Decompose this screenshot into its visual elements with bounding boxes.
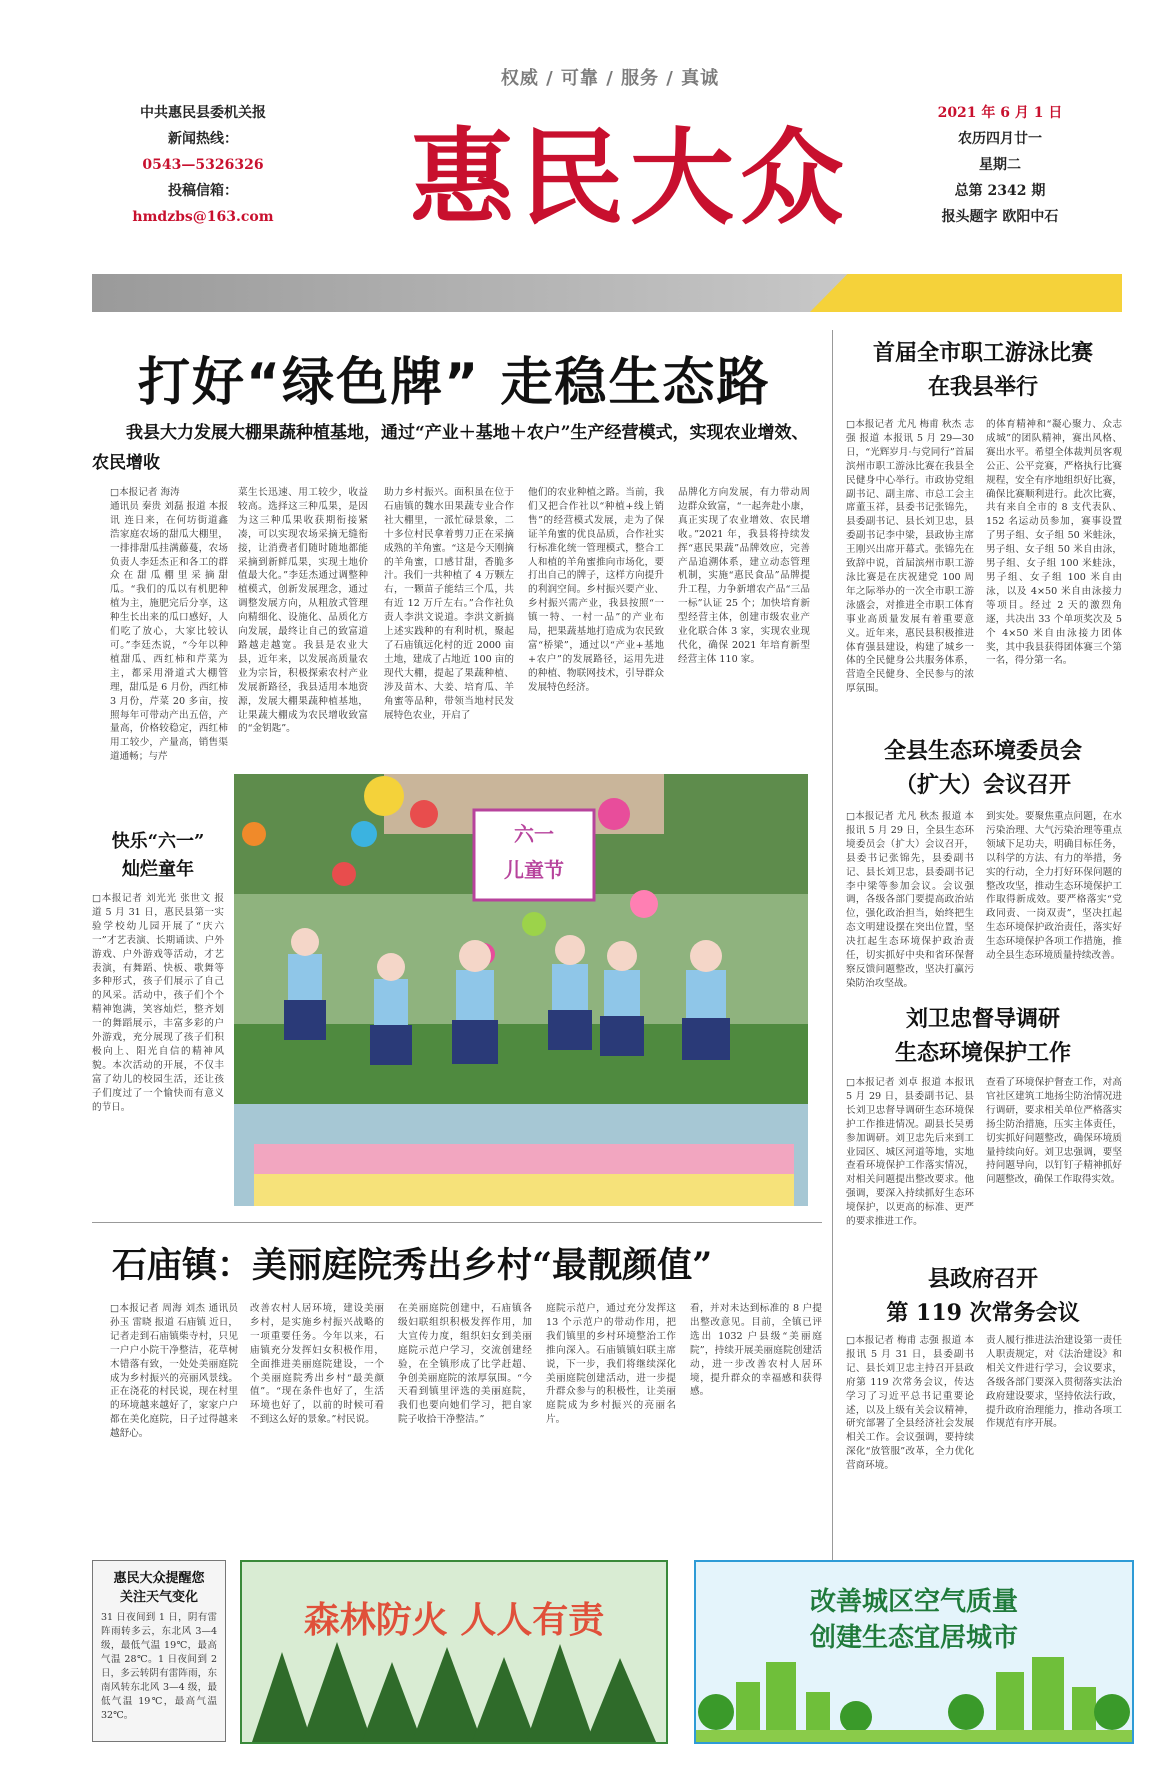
kids-text: □本报记者 刘光光 张世文 报道 5 月 31 日，惠民县第一实验学校幼儿园开展了“庆六一”才艺表演、长期诵读、户外游戏、户外游戏等活动，才艺表演，有舞蹈、快板、歌舞等多种形式，孩子们展示了自己的风采。活动中，孩子们个个精神饱满，笑容灿烂，整齐划一的舞蹈展示，丰富多彩的户外游戏，充分展现了孩子们积极向上、阳光自信的精神风貌。本次活动的开展，不仅丰富了幼儿的校园生活，还让孩子们度过了一个愉快而有意义的节日。 <box>92 893 224 1113</box>
eco-column-2: 到实处。要聚焦重点问题，在水污染治理、大气污染治理等重点领域下足功夫，明确目标任务，以科学的方法、有力的举措，务实的行动，全力打好环保问题的整改攻坚，推动生态环境保护工作取得新成效。要严格落实“党政同责、一岗双责”，坚决扛起生态环境保护政治责任，落实好生态环境保护各项工作措施，推动全县生态环境质量持续改善。 <box>986 811 1122 962</box>
lead-column-3: 助力乡村振兴。面积虽在位于石庙镇的魏水田果蔬专业合作社大棚里，一派忙碌景象，二十多位村民拿着剪刀正在采摘成熟的羊角蜜。“这是今天刚摘的羊角蜜，口感甘甜，香脆多汁。我们一共种植了 4 万颗左右，一颗苗子能结三个瓜，共有近 12 万斤左右。”合作社负责人李洪文说道。李洪文新搞上述实践种的有利时机，聚起了石庙镇远化村的近 2000 亩土地，建成了占地近 100 亩的现代大棚，提起了果蔬种植、涉及苗木、大姜、培育瓜、羊角蜜等品种，带领当地村民发展特色农业，开启了 <box>384 487 514 721</box>
section-divider <box>92 1222 822 1223</box>
weather-box <box>92 1560 226 1742</box>
lunar-date: 农历四月廿一 <box>958 131 1042 147</box>
column-divider <box>832 330 833 1730</box>
air-ad-line1: 改善城区空气质量 <box>809 1587 1018 1617</box>
lead-column-2: 菜生长迅速、用工较少，收益较高。选择这三种瓜果，是因为这三种瓜果收获期衔接紧凑，可以实现农场采摘无缝衔接，让消费者们随时随地都能采摘到新鲜瓜果，实现土地价值最大化。”李廷杰通过调整种植模式，创新发展理念，通过调整发展方向，从粗放式管理向精细化、设施化、品质化方向发展，最终让自己的致富道路越走越宽。我县是农业大县，近年来，以发展高质量农业为宗旨，积极探索农村产业发展新路径，我县适用本地资源，发展大棚果蔬种植基地，让果蔬大棚成为农民增收致富的“金钥匙”。 <box>238 487 368 735</box>
swim-headline <box>848 336 1118 404</box>
eco-title-line2: （扩大）会议召开 <box>894 772 1071 798</box>
newspaper-logo: 惠民大众 <box>410 116 851 239</box>
lead-column-1 <box>110 486 228 763</box>
swim-title-line2: 在我县举行 <box>927 374 1038 400</box>
shimiao-column-4: 庭院示范户，通过充分发挥这 13 个示范户的带动作用，把我们镇里的乡村环境整治工作推向深入。石庙镇镇妇联主席说，下一步，我们将继续深化美丽庭院创建活动，进一步提升群众参与的积极性，让美丽庭院成为乡村振兴的亮丽名片。 <box>546 1303 676 1426</box>
swim-title-line1: 首届全市职工游泳比赛 <box>872 340 1093 366</box>
title-calligrapher: 报头题字 欧阳中石 <box>941 209 1059 225</box>
masthead-right-info <box>900 100 1100 230</box>
lead-subtitle: 我县大力发展大棚果蔬种植基地，通过“产业＋基地＋农户”生产经营模式，实现农业增效、农民增收 <box>92 423 809 473</box>
weather-title-line2: 关注天气变化 <box>119 1590 198 1605</box>
issue-number: 总第 2342 期 <box>954 183 1046 199</box>
mail-label: 投稿信箱： <box>168 183 238 199</box>
hotline-label: 新闻热线： <box>168 131 238 147</box>
eco-column-1: □本报记者 尤凡 秋杰 报道 本报讯 5 月 29 日，全县生态环境委员会（扩大）会议召开，县委书记张锦先，县委副书记、县长刘卫忠，县委副书记李中梁等参加会议。会议强调，各级各部门要提高政治站位，强化政治担当，始终把生态文明建设摆在突出位置，坚决扛起生态环境保护政治责任，切实抓好中央和省环保督察反馈问题整改，坚决打赢污染防治攻坚战。 <box>846 811 974 989</box>
lead-headline: 打好“绿色牌” 走稳生态路 <box>138 353 771 413</box>
masthead-slogan: 权威 / 可靠 / 服务 / 真诚 <box>500 68 720 89</box>
weekday: 星期二 <box>979 157 1021 173</box>
lead-col1-text: 通讯员 秦贵 刘磊 报道 本报讯 连日来，在何坊街道鑫浩家庭农场的甜瓜大棚里，一排排甜瓜挂满藤蔓，农场负责人李廷杰正和各工的群众在甜瓜棚里采摘甜瓜。“我们的瓜以有机肥种植为主，施肥完后分享，这种生长出来的瓜口感好，人们吃了放心，大家比较认可。”李廷杰说，“今年以种植甜瓜、西红柿和芹菜为主，都采用滑道式大棚管理，甜瓜是 6 月份，西红柿 3 月份，芹菜 20 多亩，按照每年可带动产出五倍，产量高，价格较稳定，西红柿用工较少，产量高，销售渠道通畅；与芹 <box>110 500 228 763</box>
lead-byline: □本报记者 海涛 <box>110 487 180 498</box>
photo-banner-line1: 六一 <box>514 822 554 846</box>
children-day-photo <box>234 774 808 1206</box>
eco-headline <box>848 734 1118 802</box>
lead-column-5: 品牌化方向发展，有力带动周边群众致富，“一起奔赴小康，真正实现了农业增效、农民增收。”2021 年，我县将持续发挥“惠民果蔬”品牌效应，完善产品追溯体系，建立动态管理机制，实施“惠民食品”品牌提升工程，力争新增农产品“三品一标”认证 25 个；加快培育新型经营主体，创建市级农业产业化联合体 3 家，实现农业现代化，确保 2021 年培育新型经营主体 110 家。 <box>678 487 810 665</box>
liu-title-line2: 生态环境保护工作 <box>894 1040 1071 1066</box>
kids-title-line1: 快乐“六一” <box>111 831 205 852</box>
air-quality-ad <box>694 1560 1134 1744</box>
issue-date: 2021 年 6 月 1 日 <box>937 105 1063 121</box>
liu-title-line1: 刘卫忠督导调研 <box>905 1006 1060 1032</box>
liu-headline <box>848 1002 1118 1070</box>
forest-illustration <box>242 1562 666 1742</box>
weather-text: 31 日夜间到 1 日，阴有雷阵雨转多云，东北风 3—4 级，最低气温 19℃，最高气温 28℃。1 日夜间到 2 日，多云转阴有雷阵雨，东南风转东北风 3—4 级，最低气温 19℃，最高气温 32℃。 <box>101 1612 217 1721</box>
kids-headline <box>92 828 224 884</box>
photo-banner <box>476 816 592 888</box>
liu-column-1: □本报记者 刘卓 报道 本报讯 5 月 29 日，县委副书记、县长刘卫忠督导调研生态环境保护工作推进情况。副县长吴勇参加调研。刘卫忠先后来到工业园区、城区河道等地，实地查看环境保护工作落实情况，对相关问题提出整改要求。他强调，要深入持续抓好生态环境保护，以更高的标准、更严的要求推进工作。 <box>846 1077 974 1228</box>
air-ad-line2: 创建生态宜居城市 <box>809 1623 1018 1653</box>
gov-column-1: □本报记者 梅甫 志强 报道 本报讯 5 月 31 日，县委副书记、县长刘卫忠主持召开县政府第 119 次常务会议，传达学习了习近平总书记重要论述，以及上级有关会议精神，研究部署了全县经济社会发展相关工作。会议强调，要持续深化“放管服”改革，全力优化营商环境。 <box>846 1335 974 1472</box>
fire-ad-slogan: 森林防火 人人有责 <box>303 1599 605 1641</box>
swim-column-2: 的体育精神和“凝心聚力、众志成城”的团队精神，赛出风格、赛出水平。希望全体裁判员客观公正、公平竞赛，严格执行比赛规程，安全有序地组织好比赛，确保比赛顺利进行。此次比赛，共有来自全市的 8 支代表队、152 名运动员参加，赛事设置了男子组、女子组 50 米蛙泳，男子组、女子组 50 米自由泳，男子组、女子组 100 米蛙泳，男子组、女子组 100 米自由泳，以及 4×50 米自由泳接力等项目。经过 2 天的激烈角逐，共决出 33 个单项奖次及 5 个 4×50 米自由泳接力团体奖，其中我县获得团体赛三个第一名，得分第一名。 <box>986 419 1122 667</box>
hotline-number: 0543—5326326 <box>142 157 264 173</box>
eco-title-line1: 全县生态环境委员会 <box>883 738 1082 764</box>
photo-banner-line2: 儿童节 <box>504 858 564 882</box>
shimiao-column-1: □本报记者 周海 刘杰 通讯员 孙玉 雷晓 报道 石庙镇 近日，记者走到石庙镇柴寺村，只见一户户小院干净整洁，花草树木错落有致，一处处美丽庭院成为乡村振兴的亮丽风景线。正在浇花的村民说，现在村里的环境越来越好了，家家户户都在美化庭院，日子过得越来越舒心。 <box>110 1303 238 1440</box>
weather-title-line1: 惠民大众提醒您 <box>113 1571 205 1586</box>
lead-column-4: 他们的农业种植之路。当前，我们又把合作社以“种植+线上销售”的经营模式发展，走为了保证羊角蜜的优良品质，合作社实行标准化统一管理模式，整合工人和植的羊角蜜推向市场化，要打出自己的牌子，这样方向提升的利润空间。乡村振兴要产业、乡村振兴需产业，我县按照“一镇一特、一村一品”的产业布局，把果蔬基地打造成为农民致富“桥梁”，通过以“产业+基地+农户”的发展路径，运用先进的种植、物联网技术，引导群众发展特色经济。 <box>528 487 664 693</box>
org-name: 中共惠民县委机关报 <box>140 105 266 121</box>
kids-title-line2: 灿烂童年 <box>122 859 194 880</box>
swim-column-1: □本报记者 尤凡 梅甫 秋杰 志强 报道 本报讯 5 月 29—30 日，“光辉岁月·与党同行”首届滨州市职工游泳比赛在我县全民健身中心举行。市政协党组副书记、副主席、市总工会主席董玉祥，县委书记张锦先，县委副书记、县长刘卫忠，县委副书记李中梁，县政协主席王刚兴出席开幕式。张锦先在致辞中说，首届滨州市职工游泳比赛是在庆祝建党 100 周年之际举办的一次全市职工游泳盛会，对推进全市职工体育事业高质量发展有着重要意义。近年来，惠民县积极推进体育强县建设，构建了城乡一体的全民健身公共服务体系，营造全民健身、全民参与的浓厚氛围。 <box>846 419 974 695</box>
shimiao-column-2: 改善农村人居环境，建设美丽乡村，是实施乡村振兴战略的一项重要任务。今年以来，石庙镇充分发挥妇女积极作用，全面推进美丽庭院建设，一个个美丽庭院秀出乡村“最美颜值”。“现在条件也好了，生活环境也好了，以前的时候可看不到这么好的景象。”村民说。 <box>250 1303 384 1426</box>
header-yellow-bar <box>810 274 1122 312</box>
gov-title-line1: 县政府召开 <box>927 1266 1038 1292</box>
gov-column-2: 责人履行推进法治建设第一责任人职责规定，对《法治建设》和相关文件进行学习，会议要求，各级各部门要深入贯彻落实法治政府建设要求，坚持依法行政，提升政府治理能力，推动各项工作规范有序开展。 <box>986 1335 1122 1430</box>
gov-headline <box>848 1262 1118 1330</box>
shimiao-column-5: 看，并对未达到标准的 8 户提出整改意见。目前，全镇已评选出 1032 户县级“美丽庭院”，持续开展美丽庭院创建活动，进一步改善农村人居环境，提升群众的幸福感和获得感。 <box>690 1303 822 1398</box>
air-ad-slogan <box>696 1584 1132 1656</box>
shimiao-column-3: 在美丽庭院创建中，石庙镇各级妇联组织积极发挥作用，加大宣传力度，组织妇女到美丽庭院示范户学习，交流创建经验，在全镇形成了比学赶超、争创美丽庭院的浓厚氛围。“今天看到镇里评选的美丽庭院，我们也要向她们学习，把自家院子收拾干净整洁。” <box>398 1303 532 1426</box>
liu-column-2: 查看了环境保护督查工作，对高官社区建筑工地扬尘防治情况进行调研，要求相关单位严格落实扬尘防治措施，压实主体责任，切实抓好问题整改，确保环境质量持续向好。刘卫忠强调，要坚持问题导向，以钉钉子精神抓好问题整改，确保工作取得实效。 <box>986 1077 1122 1186</box>
mail-address: hmdzbs@163.com <box>132 209 274 225</box>
fire-prevention-ad <box>240 1560 668 1744</box>
shimiao-headline: 石庙镇：美丽庭院秀出乡村“最靓颜值” <box>112 1245 713 1286</box>
gov-title-line2: 第 119 次常务会议 <box>886 1300 1080 1326</box>
masthead-left-info <box>108 100 298 230</box>
